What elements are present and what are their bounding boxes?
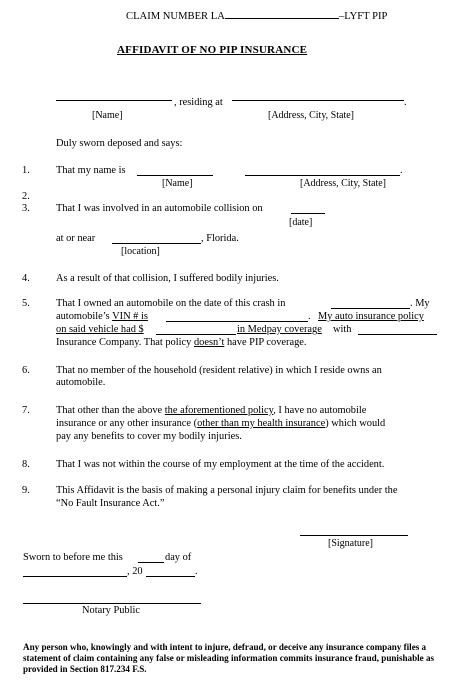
item-1-text: That my name is [56, 165, 126, 176]
item-3-date-label: [date] [289, 217, 313, 228]
item-5-text-4a: Insurance Company. That policy [56, 337, 192, 348]
item-6-line-2: automobile. [56, 377, 106, 388]
item-9-line-2: “No Fault Insurance Act.” [56, 498, 165, 509]
intro-period: . [404, 97, 407, 108]
sworn-month-field[interactable] [23, 576, 127, 577]
item-7-health-insurance-text: other than my health insurance [197, 418, 326, 429]
claim-number-field[interactable] [225, 9, 339, 19]
sworn-year-prefix: , 20 [127, 566, 143, 577]
item-7-line-3: pay any benefits to cover my bodily injuries. [56, 431, 242, 442]
item-7-text-1c: , I have no automobile [273, 405, 367, 416]
item-5-insurer-field[interactable] [358, 334, 437, 335]
item-5-text-3a: on said vehicle had $ [56, 324, 144, 335]
item-5-text-2a: automobile’s [56, 311, 110, 322]
document-title: AFFIDAVIT OF NO PIP INSURANCE [117, 44, 308, 56]
item-2-number: 2. [22, 191, 30, 202]
intro-name-field[interactable] [56, 100, 172, 101]
signature-field[interactable] [300, 535, 408, 536]
item-3-at-or-near: at or near [56, 233, 96, 244]
item-7-aforementioned-text: the aforementioned policy [164, 405, 274, 416]
item-4-number: 4. [22, 273, 30, 284]
item-3-location-field[interactable] [112, 243, 201, 244]
intro-name-label: [Name] [92, 110, 123, 121]
item-7-text-2a: insurance or any other insurance ( [56, 418, 198, 429]
item-1-name-label: [Name] [162, 178, 193, 189]
item-3-number: 3. [22, 203, 30, 214]
item-4-text: As a result of that collision, I suffered bodily injuries. [56, 273, 279, 284]
item-3-date-field[interactable] [291, 213, 325, 214]
item-5-vin-text: VIN # is [112, 311, 148, 322]
item-5-line-2 [56, 311, 148, 322]
item-5-number: 5. [22, 298, 30, 309]
item-6-number: 6. [22, 365, 30, 376]
sworn-before-text: Sworn to before me this [23, 552, 123, 563]
item-5-text-1a: That I owned an automobile on the date of this crash in [56, 298, 286, 309]
notary-signature-field[interactable] [23, 603, 201, 604]
item-5-doesnt-text: doesn’t [193, 337, 225, 348]
item-1-name-field[interactable] [137, 175, 213, 176]
item-5-text-2b: . [308, 311, 311, 322]
item-7-text-1a: That other than the above [56, 405, 163, 416]
claim-number-header [126, 9, 387, 22]
item-7-number: 7. [22, 405, 30, 416]
item-5-medpay-amount-field[interactable] [156, 334, 236, 335]
item-8-number: 8. [22, 459, 30, 470]
notary-public-label: Notary Public [82, 605, 141, 616]
sworn-day-of-text: day of [165, 552, 192, 563]
item-5-line-1 [56, 298, 285, 309]
item-5-vin-field[interactable] [166, 321, 308, 322]
signature-label: [Signature] [328, 538, 373, 549]
item-9-line-1: This Affidavit is the basis of making a personal injury claim for benefits under the [56, 485, 398, 496]
item-1-address-label: [Address, City, State] [300, 178, 387, 189]
sworn-period: . [195, 566, 198, 577]
fraud-disclaimer: Any person who, knowingly and with intent to injure, defraud, or deceive any insurance company files a statement of claim containing any false or misleading information commits insurance fraud, punishable as provided in Section 817.234 F.S. [23, 642, 435, 674]
item-3-text: That I was involved in an automobile collision on [56, 203, 263, 214]
item-3-florida: , Florida. [201, 233, 239, 244]
item-9-number: 9. [22, 485, 30, 496]
item-1-period: . [400, 165, 403, 176]
item-7-line-2 [56, 418, 385, 429]
item-5-text-3b: in Medpay coverage [237, 324, 322, 335]
sworn-year-field[interactable] [146, 576, 195, 577]
item-7-text-2c: ) which would [325, 418, 386, 429]
item-5-text-2c: My auto insurance policy [318, 311, 424, 322]
residing-at-text: , residing at [174, 97, 223, 108]
item-5-crash-year-field[interactable] [331, 308, 410, 309]
item-5-text-3c: with [333, 324, 352, 335]
item-8-text: That I was not within the course of my employment at the time of the accident. [56, 459, 385, 470]
claim-number-suffix: –LYFT PIP [338, 11, 388, 22]
item-5-line-4 [56, 337, 307, 348]
duly-sworn-text: Duly sworn deposed and says: [56, 138, 183, 149]
intro-address-label: [Address, City, State] [268, 110, 355, 121]
intro-address-field[interactable] [232, 100, 404, 101]
item-1-address-field[interactable] [245, 175, 400, 176]
item-6-line-1: That no member of the household (resident relative) in which I reside owns an [56, 365, 382, 376]
claim-number-prefix: CLAIM NUMBER LA [126, 11, 225, 22]
item-7-line-1 [56, 405, 366, 416]
item-1-number: 1. [22, 165, 30, 176]
item-3-location-label: [location] [121, 246, 160, 257]
item-5-text-1b: . My [410, 298, 430, 309]
sworn-day-field[interactable] [138, 562, 164, 563]
item-5-text-4c: have PIP coverage. [226, 337, 307, 348]
